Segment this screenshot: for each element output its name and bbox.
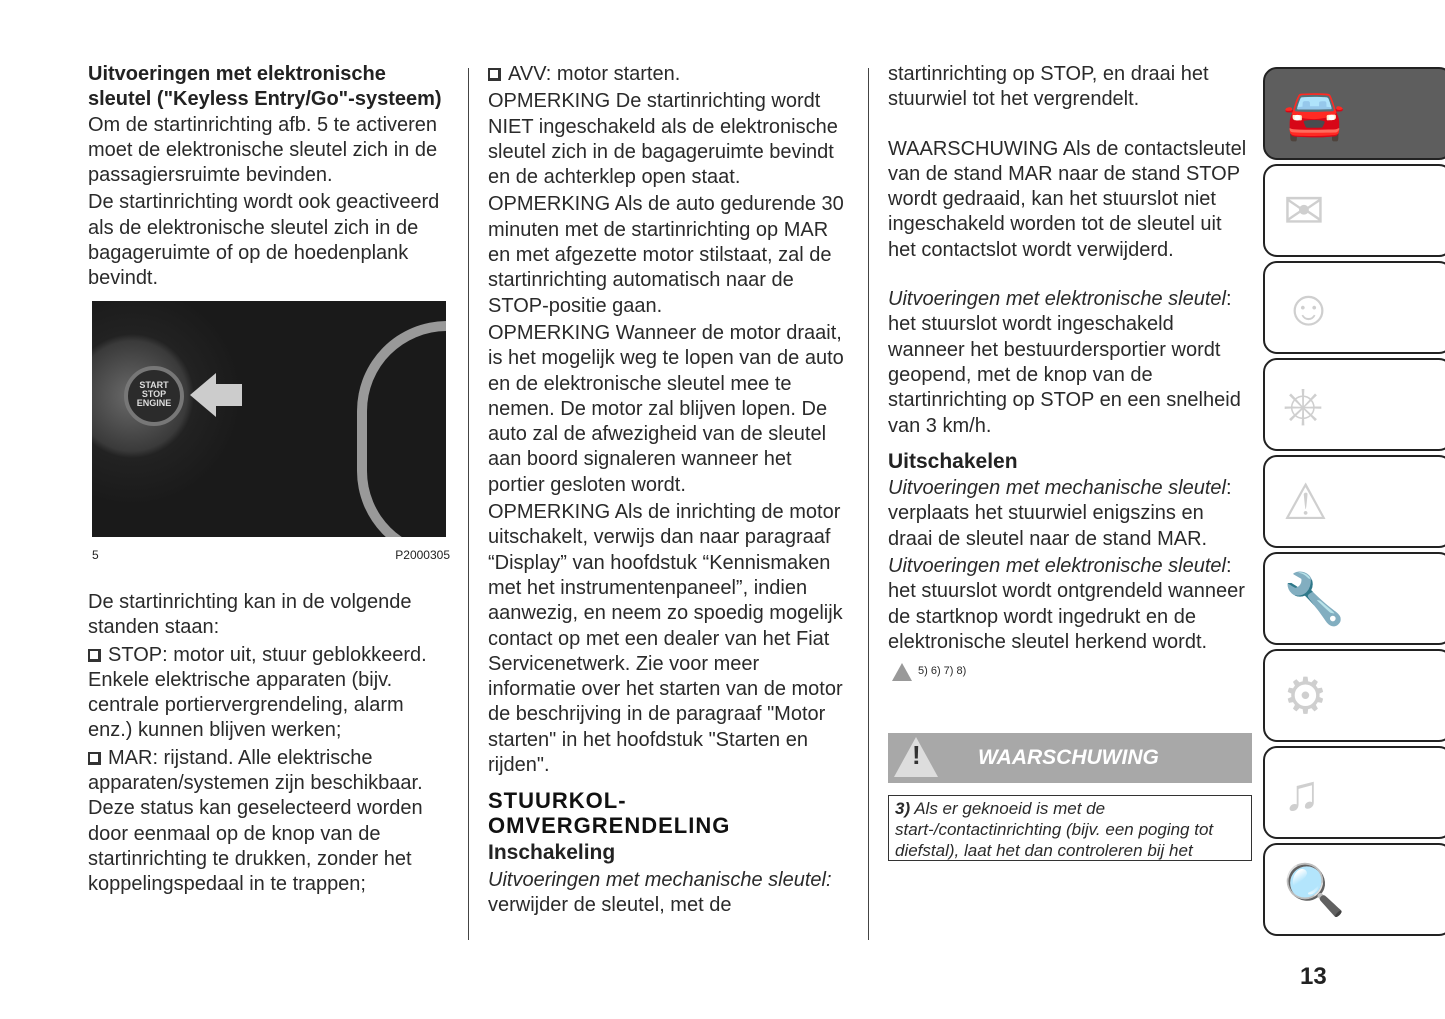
paragraph: startinrichting op STOP, en draai het stuurwiel tot het vergrendelt. [888,63,1209,111]
paragraph-text: : het stuurslot wordt ingeschakeld wanneer het bestuurdersportier wordt geopend, met de knop van de startinrichting op STOP en een snelheid van 3 km/h. [888,288,1241,437]
column-divider [868,68,869,940]
warning-paragraph: WAARSCHUWING Als de contactsleutel van de stand MAR naar de stand STOP wordt gedraaid, kan het stuurslot niet ingeschakeld worden tot de sleutel uit het contactslot wordt verwijderd. [888,137,1247,261]
list-item-text: STOP: motor uit, stuur geblokkeerd. Enkele elektrische apparaten (bijv. centrale portiervergrendeling, alarm enz.) kunnen blijven werken; [88,643,427,742]
section-heading: Uitvoeringen met elektronische sleutel ("Keyless Entry/Go"-systeem) [88,63,442,111]
tab-maintenance[interactable] [1263,552,1445,645]
tab-vehicle-info[interactable] [1263,67,1445,160]
tab-safety[interactable] [1263,261,1445,354]
tab-technical-data[interactable] [1263,649,1445,742]
tab-emergency[interactable] [1263,455,1445,548]
list-item [88,746,450,898]
italic-label: Uitvoeringen met elektronische sleutel [888,555,1226,578]
exclamation-mark: ! [912,739,921,770]
paragraph-text: verwijder de sleutel, met de [488,893,732,916]
subheading: Inschakeling [488,841,616,865]
alphabet-search-icon: 🔍 [1283,862,1346,918]
page-number: 13 [1300,963,1327,990]
car-info-icon: 🚘 [1283,86,1346,142]
list-item-text: MAR: rijstand. Alle elektrische apparaten/systemen zijn beschikbaar. Deze status kan geselecteerd worden door eenmaal op de knop van de startinrichting te drukken, zonder het koppelingspedaal in te trappen; [88,746,423,896]
tab-multimedia[interactable] [1263,746,1445,839]
warning-box-text: Als er geknoeid is met de start-/contactinrichting (bijv. een poging tot diefstal), laat het dan controleren bij het [895,798,1214,860]
warning-number: 3) [895,798,911,818]
paragraph [888,476,1252,552]
paragraph: De startinrichting wordt ook geactiveerd als de elektronische sleutel zich in de bagageruimte of op de hoedenplank bevindt. [88,191,440,290]
note: OPMERKING Als de auto gedurende 30 minuten met de startinrichting op MAR en met afgezette motor stilstaat, zal de startinrichting automatisch naar de STOP-positie gaan. [488,193,844,317]
start-button-photo [92,301,446,537]
paragraph: De startinrichting kan in de volgende standen staan: [88,590,412,639]
warning-triangle-icon [892,663,912,681]
list-item [88,643,450,744]
list-item [488,62,852,87]
checkbox-bullet-icon [88,649,101,662]
column-divider [468,68,469,940]
warning-ref-numbers: 5) 6) 7) 8) [918,665,967,678]
paragraph-text: : het stuurslot wordt ontgrendeld wanneer de startknop wordt ingedrukt en de elektronische sleutel herkend wordt. [888,555,1245,653]
paragraph-text: : verplaats het stuurwiel enigszins en draai de sleutel naar de stand MAR. [888,477,1232,550]
note: OPMERKING De startinrichting wordt NIET ingeschakeld als de elektronische sleutel zich in de bagageruimte bevindt en de achterklep open staat. [488,90,838,189]
arrow-icon [190,373,216,417]
warning-references [892,659,1252,684]
figure-code: P2000305 [395,547,450,562]
light-message-icon: ✉ [1283,183,1325,239]
list-item-text: AVV: motor starten. [508,63,681,85]
italic-label: Uitvoeringen met elektronische sleutel [888,288,1226,311]
italic-label: Uitvoeringen met mechanische sleutel [888,477,1226,500]
column-2 [488,62,852,920]
figure-number: 5 [92,547,99,562]
note: OPMERKING Als de inrichting de motor uitschakelt, verwijs dan naar paragraaf “Display” van hoofdstuk “Kennismaken met het instrumentenpaneel”, indien aanwezig, en neem zo spoedig mogelijk contact op met een dealer van het Fiat Servicenetwerk. Zie voor meer informatie over het starten van de motor de beschrijving in de paragraaf "Motor starten" in het hoofdstuk "Starten en rijden". [488,501,843,777]
subheading: Uitschakelen [888,449,1018,473]
airbag-seatbelt-icon: ☺ [1283,280,1335,336]
car-wrench-icon: 🔧 [1283,571,1346,627]
paragraph [888,554,1252,655]
note: OPMERKING Wanneer de motor draait, is het mogelijk weg te lopen van de auto en de elektronische sleutel mee te nemen. De motor zal blijven lopen. De auto zal de afwezigheid van de sleutel aan boord signaleren wanneer het portier gesloten wordt. [488,321,844,496]
tab-starting-driving[interactable] [1263,358,1445,451]
column-3 [888,62,1252,861]
key-steering-wheel-icon: ⎈ [1283,377,1323,433]
figure-caption [92,543,450,568]
tab-dashboard-lights[interactable] [1263,164,1445,257]
warning-banner [888,733,1252,783]
multimedia-icon: ♫ [1283,765,1321,821]
checkbox-bullet-icon [88,752,101,765]
italic-label: Uitvoeringen met mechanische sleutel: [488,868,832,891]
column-1 [88,62,450,900]
list-gear-icon: ⚙ [1283,668,1328,724]
arrow-shaft [214,384,242,406]
section-title: STUURKOL-OMVERGRENDELING [488,788,731,839]
paragraph [888,287,1252,439]
warning-banner-title: WAARSCHUWING [978,745,1159,769]
air-vent-image [357,321,446,537]
warning-box [888,795,1252,861]
car-warning-icon: ⚠ [1283,474,1328,530]
paragraph: Om de startinrichting afb. 5 te activeren moet de elektronische sleutel zich in de passagiersruimte bevinden. [88,113,438,187]
tab-index[interactable] [1263,843,1445,936]
checkbox-bullet-icon [488,68,501,81]
paragraph [488,868,852,919]
start-stop-button-image: START STOP ENGINE [124,366,184,426]
